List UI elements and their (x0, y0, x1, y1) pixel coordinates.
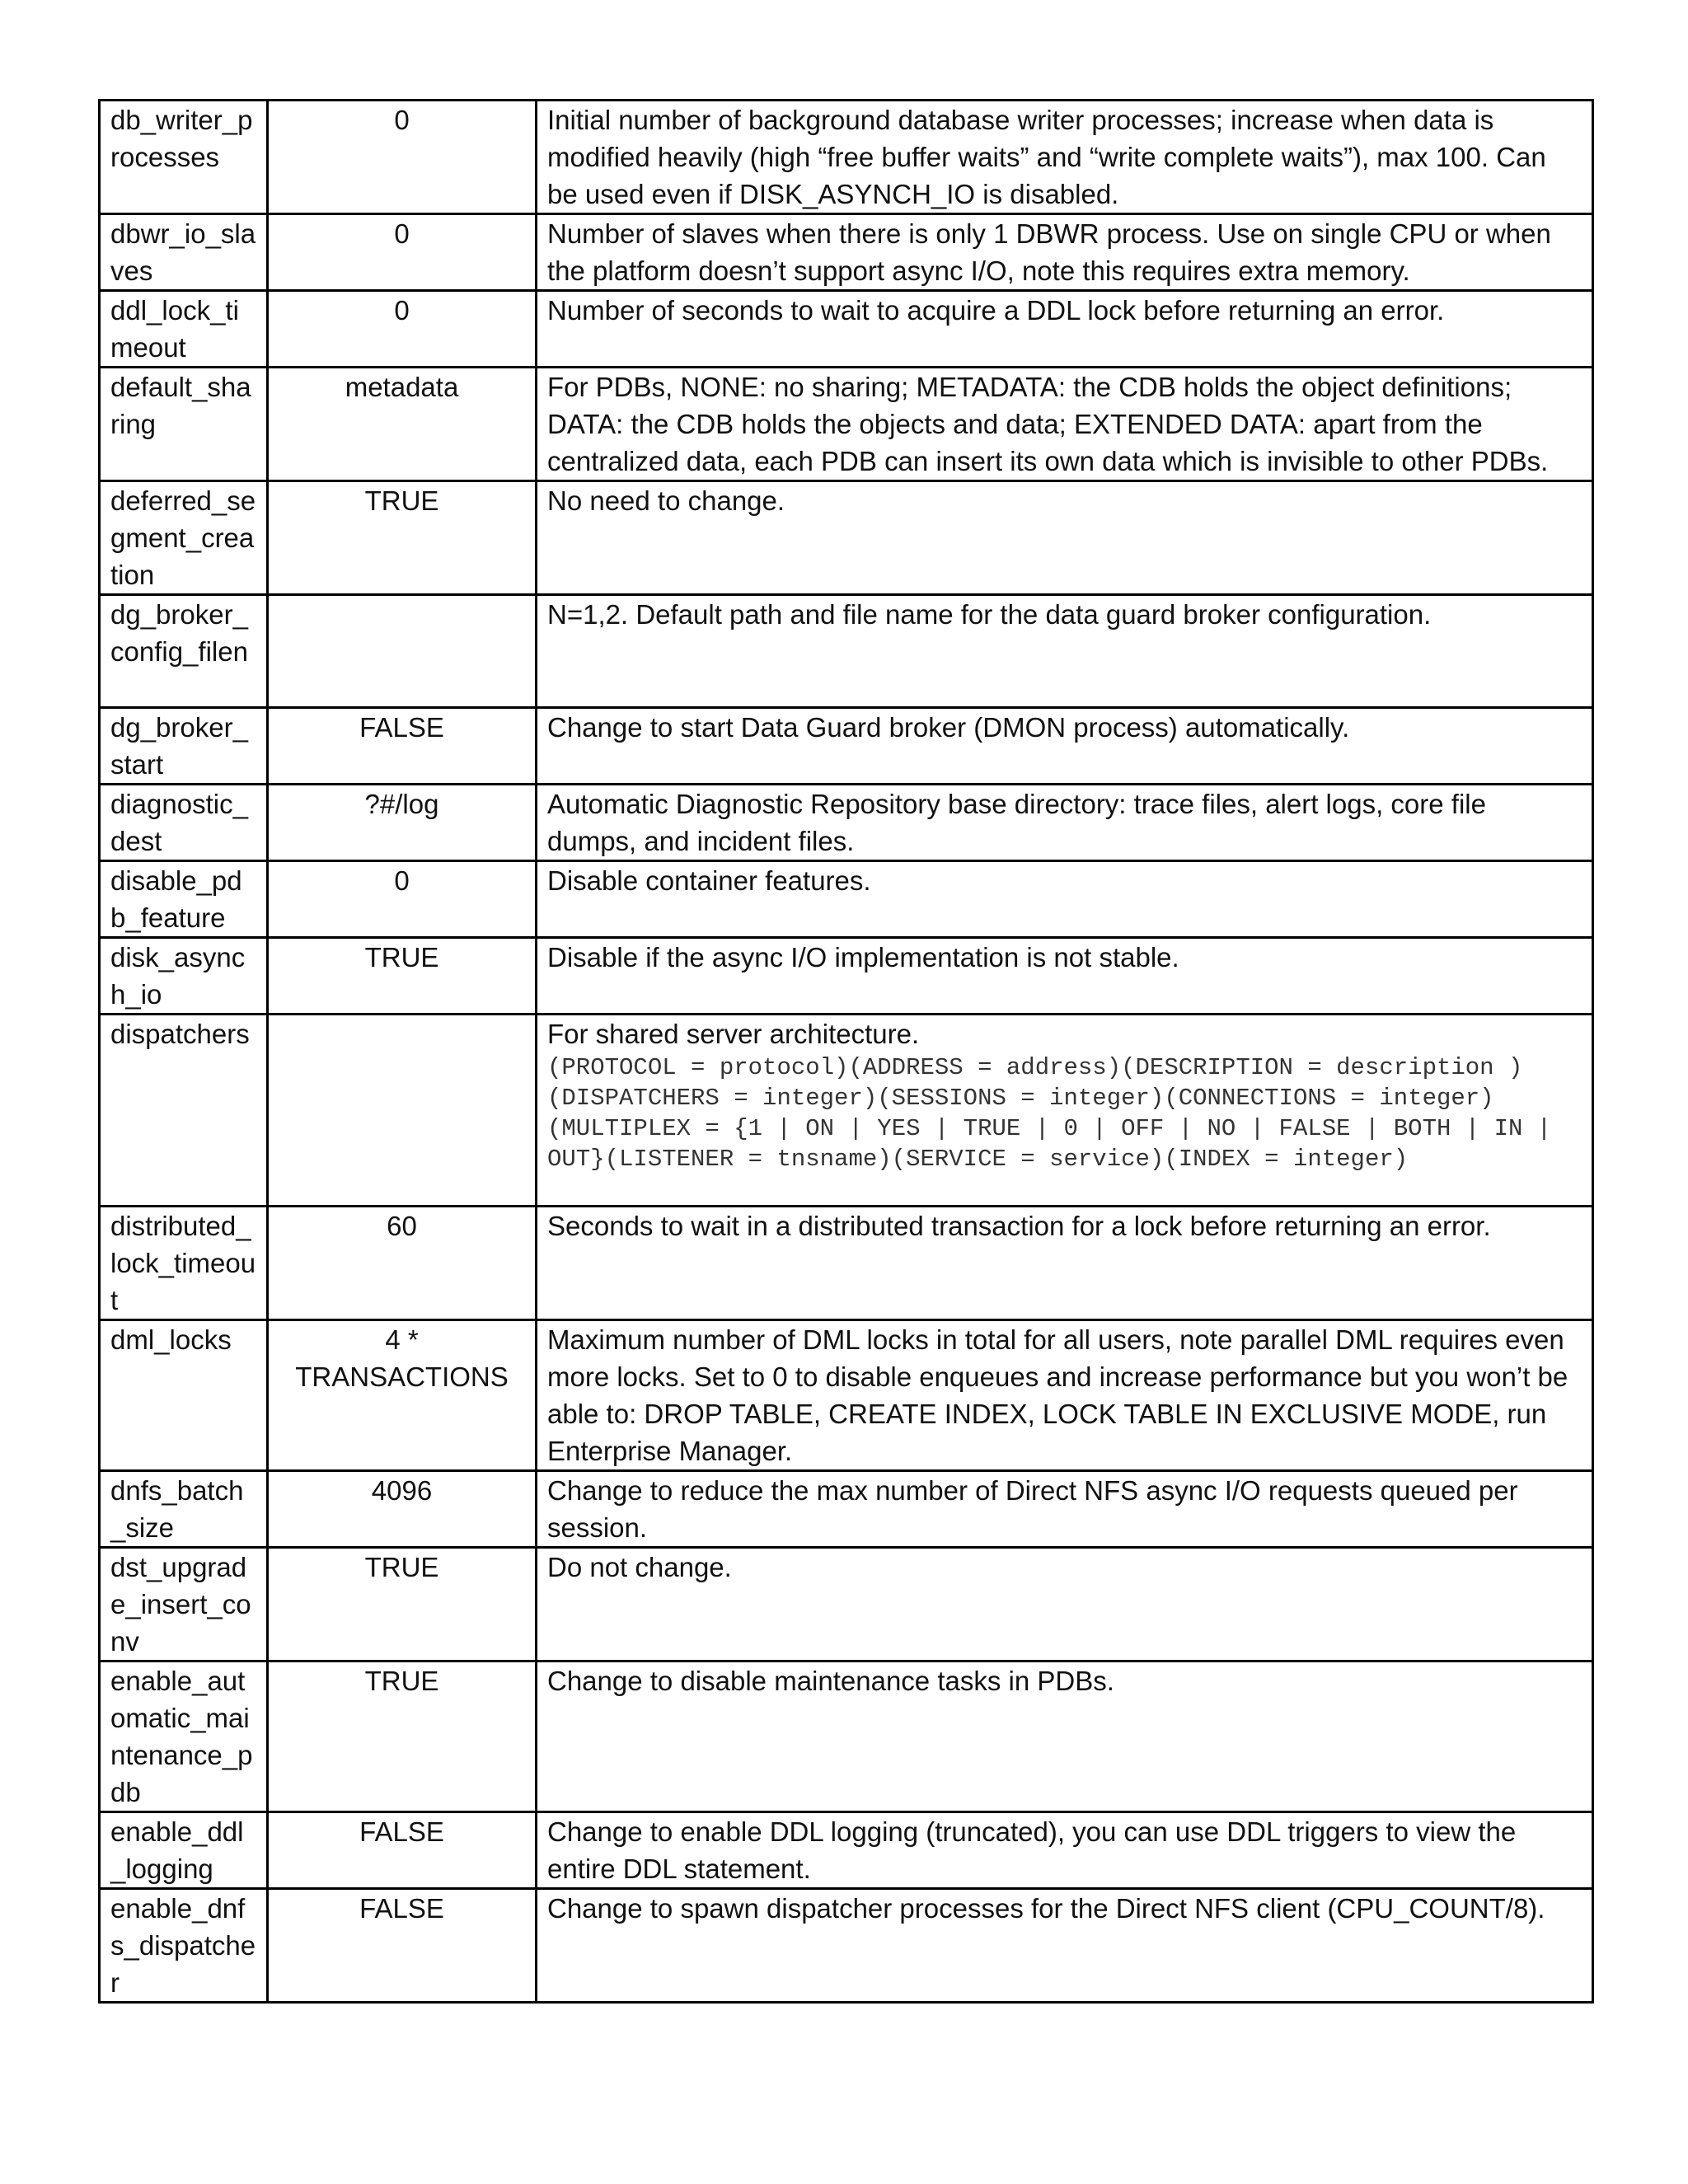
param-default: FALSE (268, 1812, 537, 1889)
param-name: dst_upgrade_insert_conv (100, 1548, 268, 1661)
table-row (100, 1889, 1593, 2003)
table-row (100, 861, 1593, 938)
param-name: dnfs_batch_size (100, 1471, 268, 1548)
param-name: dispatchers (100, 1015, 268, 1207)
param-default: 0 (268, 101, 537, 214)
param-name: ddl_lock_timeout (100, 291, 268, 368)
param-default: 0 (268, 291, 537, 368)
param-description: No need to change. (537, 481, 1593, 595)
param-name: dbwr_io_slaves (100, 214, 268, 291)
param-default: TRUE (268, 1661, 537, 1812)
param-default: FALSE (268, 1889, 537, 2003)
param-default: 0 (268, 214, 537, 291)
param-description: N=1,2. Default path and file name for the data guard broker configuration. (537, 595, 1593, 708)
param-name: dg_broker_start (100, 708, 268, 785)
param-name: dml_locks (100, 1320, 268, 1471)
param-default: 4096 (268, 1471, 537, 1548)
param-name: distributed_lock_timeout (100, 1207, 268, 1320)
param-description: Initial number of background database writer processes; increase when data is modified heavily (high “free buffer waits” and “write complete waits”), max 100. Can be used even if DISK_ASYNCH_IO is disabled. (537, 101, 1593, 214)
param-description: For PDBs, NONE: no sharing; METADATA: the CDB holds the object definitions; DATA: the CDB holds the objects and data; EXTENDED DATA: apart from the centralized data, each PDB can insert its own data which is invisible to other PDBs. (537, 368, 1593, 481)
table-row (100, 1548, 1593, 1661)
param-description: Seconds to wait in a distributed transaction for a lock before returning an error. (537, 1207, 1593, 1320)
param-description-text: For shared server architecture. (547, 1019, 920, 1049)
param-description: Do not change. (537, 1548, 1593, 1661)
param-name: dg_broker_config_filen (100, 595, 268, 708)
table-row (100, 1207, 1593, 1320)
table-row (100, 595, 1593, 708)
param-description: Maximum number of DML locks in total for all users, note parallel DML requires even more locks. Set to 0 to disable enqueues and increase performance but you won’t be able to: DROP TABLE, CREATE INDEX, LOCK TABLE IN EXCLUSIVE MODE, run Enterprise Manager. (537, 1320, 1593, 1471)
table-row (100, 938, 1593, 1015)
param-name: enable_automatic_maintenance_pdb (100, 1661, 268, 1812)
param-name: enable_ddl_logging (100, 1812, 268, 1889)
table-row (100, 214, 1593, 291)
param-default: 0 (268, 861, 537, 938)
param-default (268, 1015, 537, 1207)
param-name: enable_dnfs_dispatcher (100, 1889, 268, 2003)
param-default: 4 * TRANSACTIONS (268, 1320, 537, 1471)
param-name: disable_pdb_feature (100, 861, 268, 938)
param-description: Change to reduce the max number of Direct NFS async I/O requests queued per session. (537, 1471, 1593, 1548)
table-row (100, 481, 1593, 595)
table-row (100, 785, 1593, 861)
param-default: ?#/log (268, 785, 537, 861)
param-name: db_writer_processes (100, 101, 268, 214)
table-row (100, 101, 1593, 214)
param-default: TRUE (268, 1548, 537, 1661)
table-row (100, 1661, 1593, 1812)
param-default: TRUE (268, 938, 537, 1015)
table-row (100, 291, 1593, 368)
param-name: disk_asynch_io (100, 938, 268, 1015)
param-default (268, 595, 537, 708)
param-description: Disable container features. (537, 861, 1593, 938)
param-default: 60 (268, 1207, 537, 1320)
table-row (100, 368, 1593, 481)
param-name: diagnostic_dest (100, 785, 268, 861)
param-name: deferred_segment_creation (100, 481, 268, 595)
param-name: default_sharing (100, 368, 268, 481)
param-default: FALSE (268, 708, 537, 785)
table-row (100, 708, 1593, 785)
table-row (100, 1812, 1593, 1889)
param-description: Change to spawn dispatcher processes for the Direct NFS client (CPU_COUNT/8). (537, 1889, 1593, 2003)
table-row (100, 1471, 1593, 1548)
param-description: Number of slaves when there is only 1 DBWR process. Use on single CPU or when the platform doesn’t support async I/O, note this requires extra memory. (537, 214, 1593, 291)
param-description: Disable if the async I/O implementation is not stable. (537, 938, 1593, 1015)
param-description: Change to disable maintenance tasks in PDBs. (537, 1661, 1593, 1812)
param-description: Change to enable DDL logging (truncated), you can use DDL triggers to view the entire DDL statement. (537, 1812, 1593, 1889)
param-description: Number of seconds to wait to acquire a DDL lock before returning an error. (537, 291, 1593, 368)
param-description (537, 1015, 1593, 1207)
param-default: metadata (268, 368, 537, 481)
table-row (100, 1015, 1593, 1207)
param-description: Change to start Data Guard broker (DMON process) automatically. (537, 708, 1593, 785)
param-default: TRUE (268, 481, 537, 595)
table-row (100, 1320, 1593, 1471)
syntax-code: (PROTOCOL = protocol)(ADDRESS = address)(DESCRIPTION = description )(DISPATCHERS = integer)(SESSIONS = integer)(CONNECTIONS = integer)(MULTIPLEX = {1 | ON | YES | TRUE | 0 | OFF | NO | FALSE | BOTH | IN | OUT}(LISTENER = tnsname)(SERVICE = service)(INDEX = integer) (547, 1054, 1552, 1173)
param-description: Automatic Diagnostic Repository base directory: trace files, alert logs, core file dumps, and incident files. (537, 785, 1593, 861)
parameters-table (98, 99, 1594, 2004)
